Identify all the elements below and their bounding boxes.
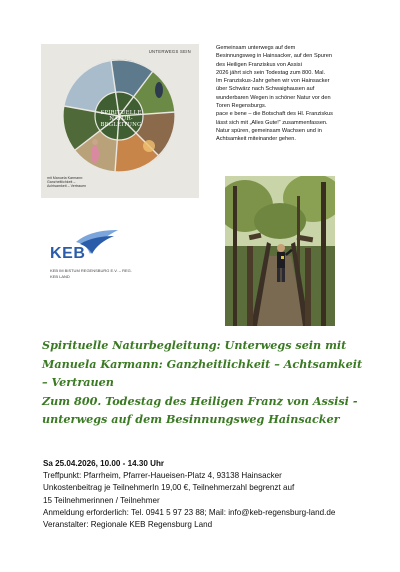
keb-logo-word: KEB xyxy=(50,245,86,262)
meeting-point: Treffpunkt: Pfarrheim, Pfarrer-Haueisen-Platz 4, 93138 Hainsacker xyxy=(43,471,282,481)
forest-bridge-photo xyxy=(225,176,335,326)
photo-illustration xyxy=(225,176,335,326)
brochure-cover-image xyxy=(41,44,199,198)
event-headline: Spirituelle Naturbegleitung: Unterwegs sein mit Manuela Karmann: Ganzheitlichkeit – Achtsamkeit – Vertrauen Zum 800. Todestag des Heiligen Franz von Assisi - unterwegs auf dem Besinnungsweg Hainsacker xyxy=(42,338,363,427)
event-details xyxy=(43,458,373,531)
participants-line: 15 Teilnehmerinnen / Teilnehmer xyxy=(43,495,160,505)
event-date: Sa 25.04.2026, 10.00 - 14.30 Uhr xyxy=(43,459,165,468)
registration-line: Anmeldung erforderlich: Tel. 0941 5 97 23 88; Mail: info@keb-regensburg-land.de xyxy=(43,507,336,517)
fee-line: Unkostenbeitrag je TeilnehmerIn 19,00 €, Teilnehmerzahl begrenzt auf xyxy=(43,483,295,493)
cover-kicker: UNTERWEGS SEIN xyxy=(148,49,191,54)
keb-logo-subtitle: KEB IM BISTUM REGENSBURG E.V. – REG. KEB LAND xyxy=(50,268,132,279)
intro-text: Gemeinsam unterwegs auf dem Besinnungsweg in Hainsacker, auf den Spuren des Heiligen Franziskus von Assisi 2026 jährt sich sein Todestag zum 800. Mal. Im Franziskus-Jahr gehen wir von Hainsacker über Schwärz nach Schwaighausen auf wunderbaren Wegen in schöner Natur vor den Toren Regensburgs. pace e bene – die Botschaft des Hl. Franziskus lässt sich mit „Alles Gute!“ zusammenfassen. Natur spüren, gemeinsam Wachsen und in Achtsamkeit miteinander gehen. xyxy=(216,45,333,143)
organizer-line: Veranstalter: Regionale KEB Regensburg Land xyxy=(43,520,213,530)
cover-title: SPIRITUELLE NATUR- BEGLEITUNG xyxy=(100,110,142,128)
cover-credits: mit Manuela Karmann: Ganzheitlichkeit – Achtsamkeit – Vertrauen xyxy=(47,176,87,189)
